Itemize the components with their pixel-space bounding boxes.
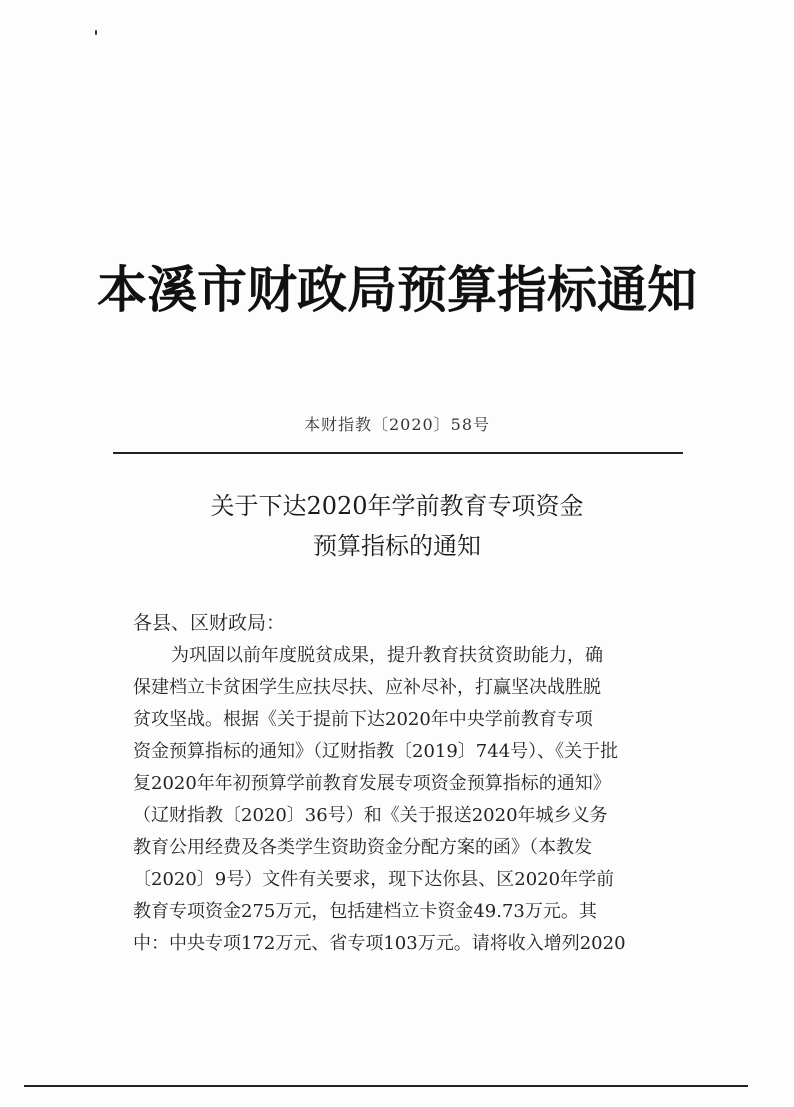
body-line: 中：中央专项172万元、省专项103万元。请将收入增列2020 (133, 933, 626, 954)
addressee: 各县、区财政局： (133, 612, 286, 634)
body-line: （辽财指教〔2020〕36号）和《关于报送2020年城乡义务 (133, 805, 608, 826)
body-line: 资金预算指标的通知》（辽财指教〔2019〕744号）、《关于批 (133, 741, 619, 762)
subject-line-1: 关于下达2020年学前教育专项资金 (210, 492, 584, 520)
body-line: 为巩固以前年度脱贫成果，提升教育扶贫资助能力，确 (171, 645, 603, 666)
body-line: 贫攻坚战。根据《关于提前下达2020年中央学前教育专项 (133, 709, 593, 730)
subject-line-2: 预算指标的通知 (313, 532, 481, 560)
body-line: 保建档立卡贫困学生应扶尽扶、应补尽补，打赢坚决战胜脱 (133, 677, 601, 698)
body-line: 教育公用经费及各类学生资助资金分配方案的函》（本教发 (133, 837, 592, 858)
header-divider (113, 452, 683, 454)
body-line: 教育专项资金275万元，包括建档立卡资金49.73万元。其 (133, 901, 597, 922)
body-line: 〔2020〕9号）文件有关要求，现下达你县、区2020年学前 (133, 869, 615, 890)
document-header-title: 本溪市财政局预算指标通知 (97, 261, 697, 319)
scan-speck (95, 30, 97, 35)
body-line: 复2020年年初预算学前教育发展专项资金预算指标的通知》 (133, 773, 611, 794)
document-subject (0, 486, 794, 566)
document-number: 本财指教〔2020〕58号 (303, 415, 491, 434)
body-text (133, 640, 658, 960)
footer-rule (24, 1085, 748, 1087)
